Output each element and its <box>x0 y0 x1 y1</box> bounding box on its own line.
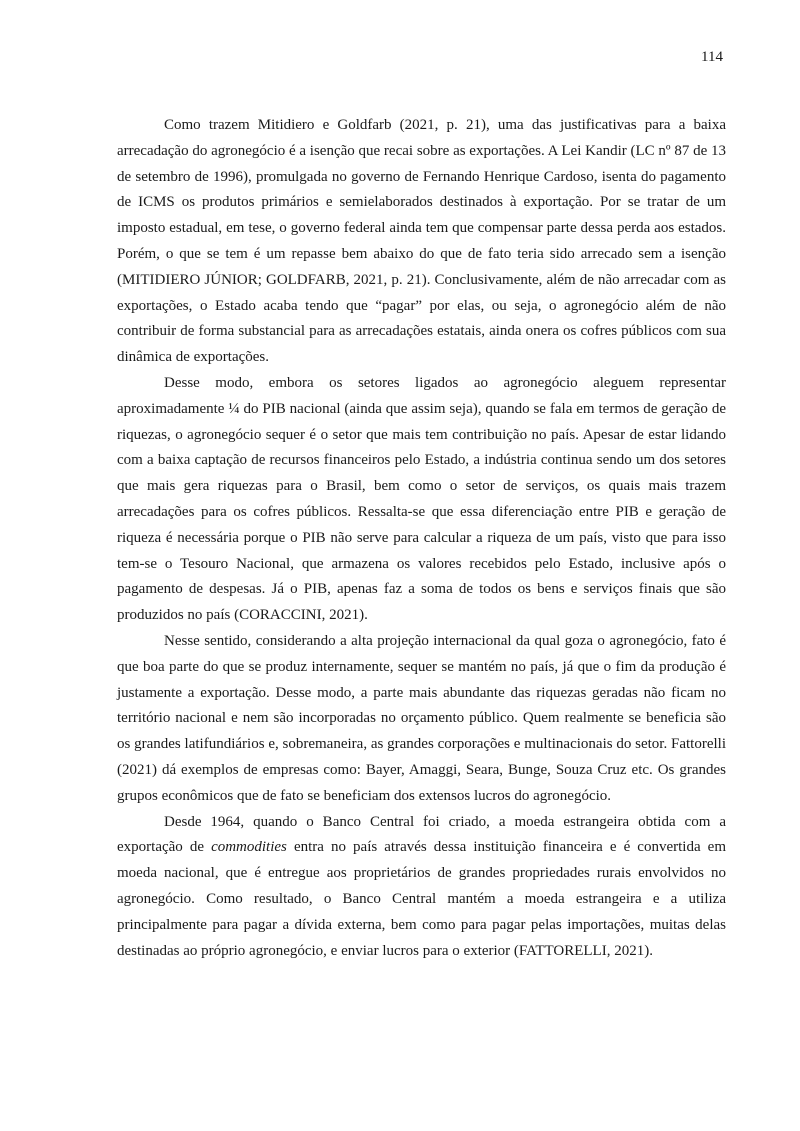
paragraph-banco-central <box>117 810 726 965</box>
paragraph-text-after: entra no país através dessa instituição financeira e é convertida em moeda nacional, que é entregue aos proprietários de grandes propriedades rurais envolvidos no agronegócio. Como resultado, o Banco Central mantém a moeda estrangeira e a utiliza principalmente para pagar a dívida externa, bem como para pagar pelas importações, muitas delas destinadas ao próprio agronegócio, e enviar lucros para o exterior (FATTORELLI, 2021). <box>117 839 726 959</box>
paragraph-pib-riqueza: Desse modo, embora os setores ligados ao agronegócio aleguem representar aproximadamente ¼ do PIB nacional (ainda que assim seja), quando se fala em termos de geração de riquezas, o agronegócio sequer é o setor que mais tem contribuição no país. Apesar de estar lidando com a baixa captação de recursos financeiros pelo Estado, a indústria continua sendo um dos setores que mais gera riquezas para o Brasil, bem como o setor de serviços, os quais mais trazem arrecadações para os cofres públicos. Ressalta-se que essa diferenciação entre PIB e geração de riqueza é necessária porque o PIB não serve para calcular a riqueza de um país, visto que para isso tem-se o Tesouro Nacional, que armazena os valores recebidos pelo Estado, inclusive após o pagamento de despesas. Já o PIB, apenas faz a soma de todos os bens e serviços finais que são produzidos no país (CORACCINI, 2021). <box>117 374 726 624</box>
italic-term-commodities: commodities <box>211 839 287 856</box>
page-number: 114 <box>701 49 723 65</box>
paragraph-text-before: Desde 1964, quando o Banco Central foi criado, a moeda estrangeira obtida com a exportação de <box>117 813 726 856</box>
paragraph-lei-kandir: Como trazem Mitidiero e Goldfarb (2021, p. 21), uma das justificativas para a baixa arrecadação do agronegócio é a isenção que recai sobre as exportações. A Lei Kandir (LC nº 87 de 13 de setembro de 1996), promulgada no governo de Fernando Henrique Cardoso, isenta do pagamento de ICMS os produtos primários e semielaborados destinados à exportação. Por se tratar de um imposto estadual, em tese, o governo federal ainda tem que compensar parte dessa perda aos estados. Porém, o que se tem é um repasse bem abaixo do que de fato teria sido arrecado sem a isenção (MITIDIERO JÚNIOR; GOLDFARB, 2021, p. 21). Conclusivamente, além de não arrecadar com as exportações, o Estado acaba tendo que “pagar” por elas, ou seja, o agronegócio além de não contribuir de forma substancial para as arrecadações estatais, ainda onera os cofres públicos com sua dinâmica de exportações. <box>117 117 726 366</box>
paragraph-projecao-internacional: Nesse sentido, considerando a alta projeção internacional da qual goza o agronegócio, fato é que boa parte do que se produz internamente, sequer se mantém no país, já que o fim da produção é justamente a exportação. Desse modo, a parte mais abundante das riquezas geradas não ficam no território nacional e nem são incorporadas no orçamento público. Quem realmente se beneficia são os grandes latifundiários e, sobremaneira, as grandes corporações e multinacionais do setor. Fattorelli (2021) dá exemplos de empresas como: Bayer, Amaggi, Seara, Bunge, Souza Cruz etc. Os grandes grupos econômicos que de fato se beneficiam dos extensos lucros do agronegócio. <box>117 632 726 804</box>
document-body <box>117 113 726 964</box>
